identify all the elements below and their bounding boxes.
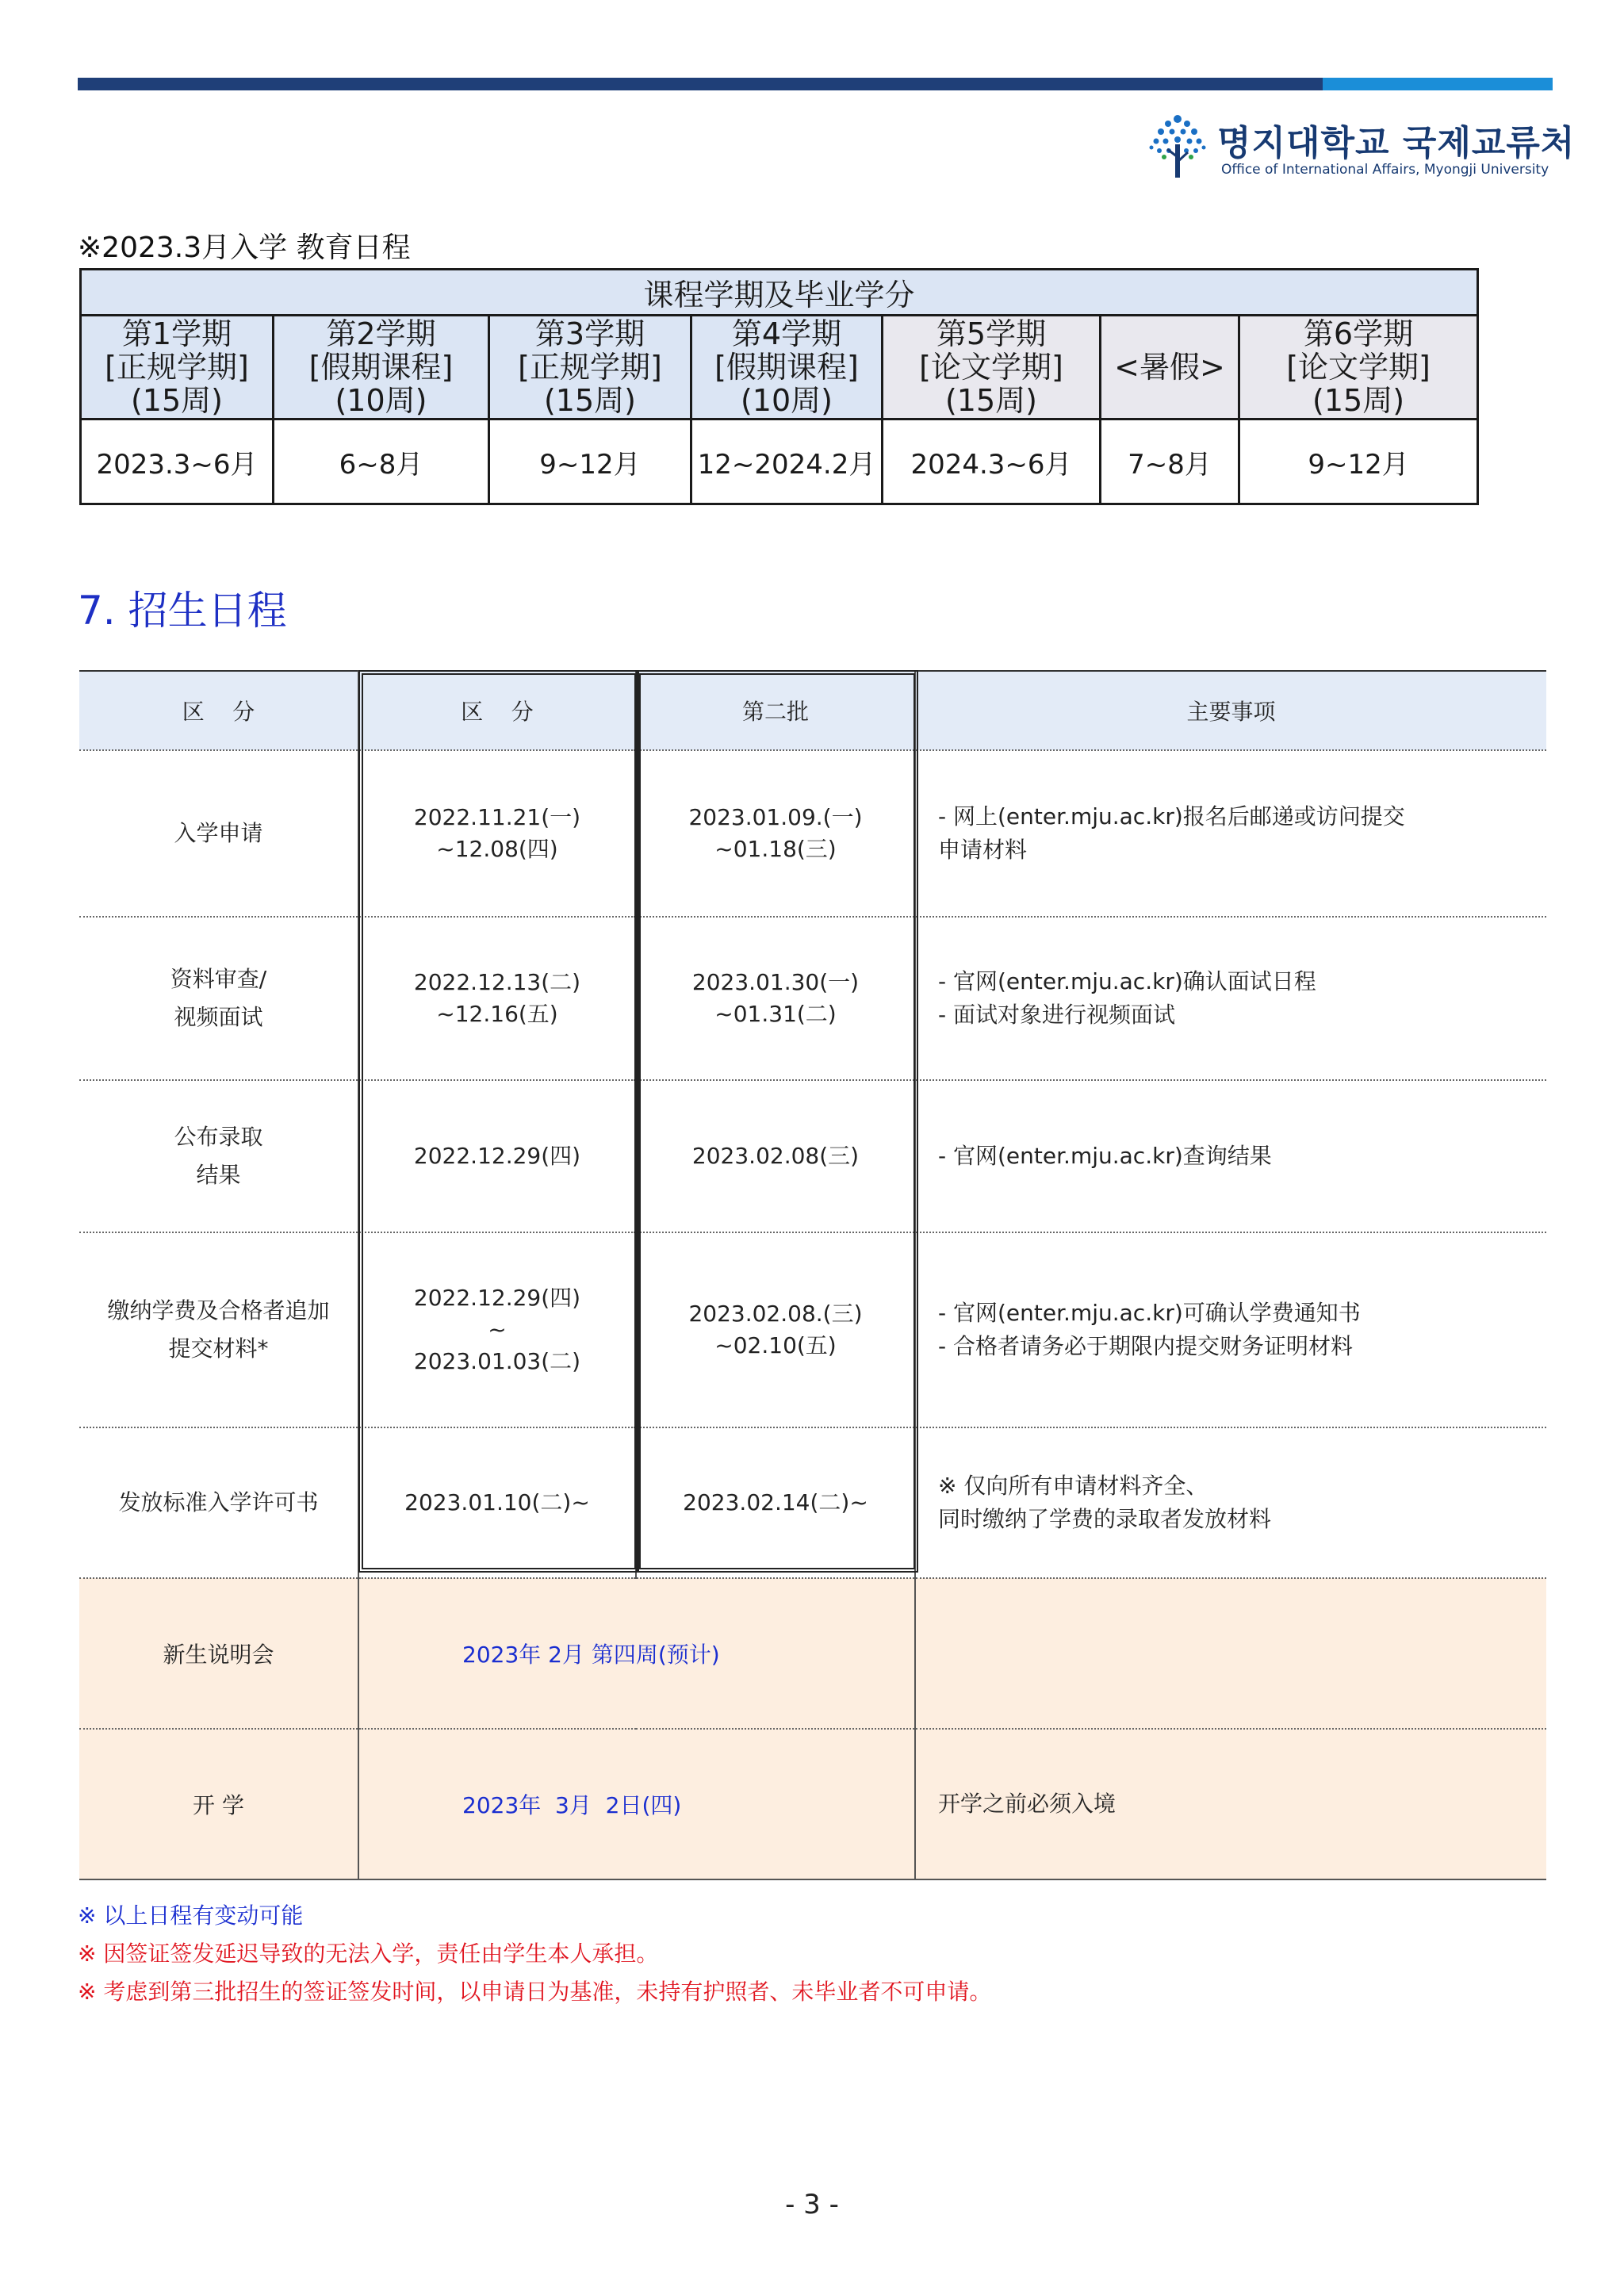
semester-type: [论文学期] xyxy=(1286,350,1431,385)
row-batch1-date: 2022.12.29(四) xyxy=(358,1080,636,1232)
semester-cell-2 xyxy=(274,316,489,420)
semester-type: [假期课程] xyxy=(308,350,454,385)
row-category: 缴纳学费及合格者追加 提交材料* xyxy=(79,1232,358,1427)
row-batch1-date: 2022.12.13(二) ~12.16(五) xyxy=(358,917,636,1080)
row-batch2-date: 2023.01.09.(一) ~01.18(三) xyxy=(636,750,915,917)
semester-cell-6 xyxy=(1101,316,1239,420)
semester-name: <暑假> xyxy=(1114,350,1225,385)
row-batch2-date: 2023.02.08(三) xyxy=(636,1080,915,1232)
schedule-table-header: 课程学期及毕业学分 xyxy=(81,270,1478,316)
semester-cell-5 xyxy=(883,316,1101,420)
semester-type: [正规学期] xyxy=(105,350,249,385)
row-notes: - 网上(enter.mju.ac.kr)报名后邮递或访问提交 申请材料 xyxy=(915,750,1546,917)
row-batch1-date: 2023.01.10(二)~ xyxy=(358,1427,636,1578)
semester-cell-4 xyxy=(691,316,883,420)
semester-cell-3 xyxy=(489,316,691,420)
semester-dates-7: 9~12月 xyxy=(1239,420,1478,504)
header-batch2: 第二批 xyxy=(636,671,915,750)
semester-cell-7 xyxy=(1239,316,1478,420)
semester-weeks: (10周) xyxy=(335,383,427,418)
semester-name: 第1学期 xyxy=(121,316,232,351)
semester-dates-1: 2023.3~6月 xyxy=(81,420,274,504)
tree-logo-icon xyxy=(1142,109,1213,185)
row-notes: - 官网(enter.mju.ac.kr)可确认学费通知书 - 合格者请务必于期限内提交财务证明材料 xyxy=(915,1232,1546,1427)
row-category: 发放标准入学许可书 xyxy=(79,1427,358,1578)
section-title: 7. 招生日程 xyxy=(78,588,287,634)
header-category: 区 分 xyxy=(79,671,358,750)
footnote-1: ※ 以上日程有变动可能 xyxy=(78,1902,304,1929)
semester-name: 第5学期 xyxy=(936,316,1047,351)
semester-start-label: 开 学 xyxy=(79,1729,358,1879)
row-batch2-date: 2023.02.08.(三) ~02.10(五) xyxy=(636,1232,915,1427)
semester-type: [假期课程] xyxy=(714,350,859,385)
semester-dates-2: 6~8月 xyxy=(274,420,489,504)
semester-weeks: (15周) xyxy=(543,383,636,418)
row-batch2-date: 2023.02.14(二)~ xyxy=(636,1427,915,1578)
row-batch2-date: 2023.01.30(一) ~01.31(二) xyxy=(636,917,915,1080)
semester-name: 第2学期 xyxy=(326,316,436,351)
row-notes: - 官网(enter.mju.ac.kr)查询结果 xyxy=(915,1080,1546,1232)
row-notes: - 官网(enter.mju.ac.kr)确认面试日程 - 面试对象进行视频面试 xyxy=(915,917,1546,1080)
semester-start-date: 2023年 3月 2日(四) xyxy=(358,1729,915,1879)
semester-dates-3: 9~12月 xyxy=(489,420,691,504)
batch1-column-frame xyxy=(358,670,639,1573)
batch2-column-frame xyxy=(636,670,918,1573)
row-batch1-date: 2022.12.29(四) ~ 2023.01.03(二) xyxy=(358,1232,636,1427)
semester-name: 第6学期 xyxy=(1303,316,1414,351)
orientation-label: 新生说明会 xyxy=(79,1578,358,1729)
semester-name: 第3学期 xyxy=(534,316,645,351)
page-number: - 3 - xyxy=(785,2189,839,2220)
row-batch1-date: 2022.11.21(一) ~12.08(四) xyxy=(358,750,636,917)
footnote-2: ※ 因签证签发延迟导致的无法入学，责任由学生本人承担。 xyxy=(78,1941,659,1967)
university-logo xyxy=(1142,109,1576,185)
row-category: 入学申请 xyxy=(79,750,358,917)
header-batch1: 区 分 xyxy=(358,671,636,750)
education-schedule-title: ※2023.3月入学 教育日程 xyxy=(78,232,411,264)
row-notes: ※ 仅向所有申请材料齐全、 同时缴纳了学费的录取者发放材料 xyxy=(915,1427,1546,1578)
semester-type: [正规学期] xyxy=(518,350,662,385)
semester-weeks: (10周) xyxy=(740,383,833,418)
semester-name: 第4学期 xyxy=(731,316,842,351)
top-bar-accent xyxy=(1323,78,1553,90)
logo-korean-text: 명지대학교 국제교류처 xyxy=(1217,123,1576,163)
semester-type: [论文学期] xyxy=(919,350,1063,385)
education-schedule-table xyxy=(79,268,1479,505)
footnote-3: ※ 考虑到第三批招生的签证签发时间，以申请日为基准，未持有护照者、未毕业者不可申请。 xyxy=(78,1979,992,2005)
semester-weeks: (15周) xyxy=(130,383,223,418)
footnotes xyxy=(78,1897,991,2011)
semester-cell-1 xyxy=(81,316,274,420)
semester-weeks: (15周) xyxy=(1312,383,1405,418)
semester-weeks: (15周) xyxy=(944,383,1037,418)
semester-start-notes: 开学之前必须入境 xyxy=(915,1729,1546,1879)
header-main-items: 主要事项 xyxy=(915,671,1546,750)
logo-english-text: Office of International Affairs, Myongji University xyxy=(1221,162,1549,178)
orientation-notes xyxy=(915,1578,1546,1729)
row-category: 资料审查/ 视频面试 xyxy=(79,917,358,1080)
semester-dates-6: 7~8月 xyxy=(1101,420,1239,504)
semester-dates-4: 12~2024.2月 xyxy=(691,420,883,504)
semester-dates-5: 2024.3~6月 xyxy=(883,420,1101,504)
orientation-date: 2023年 2月 第四周(预计) xyxy=(358,1578,915,1729)
top-color-bar xyxy=(78,78,1553,90)
row-category: 公布录取 结果 xyxy=(79,1080,358,1232)
